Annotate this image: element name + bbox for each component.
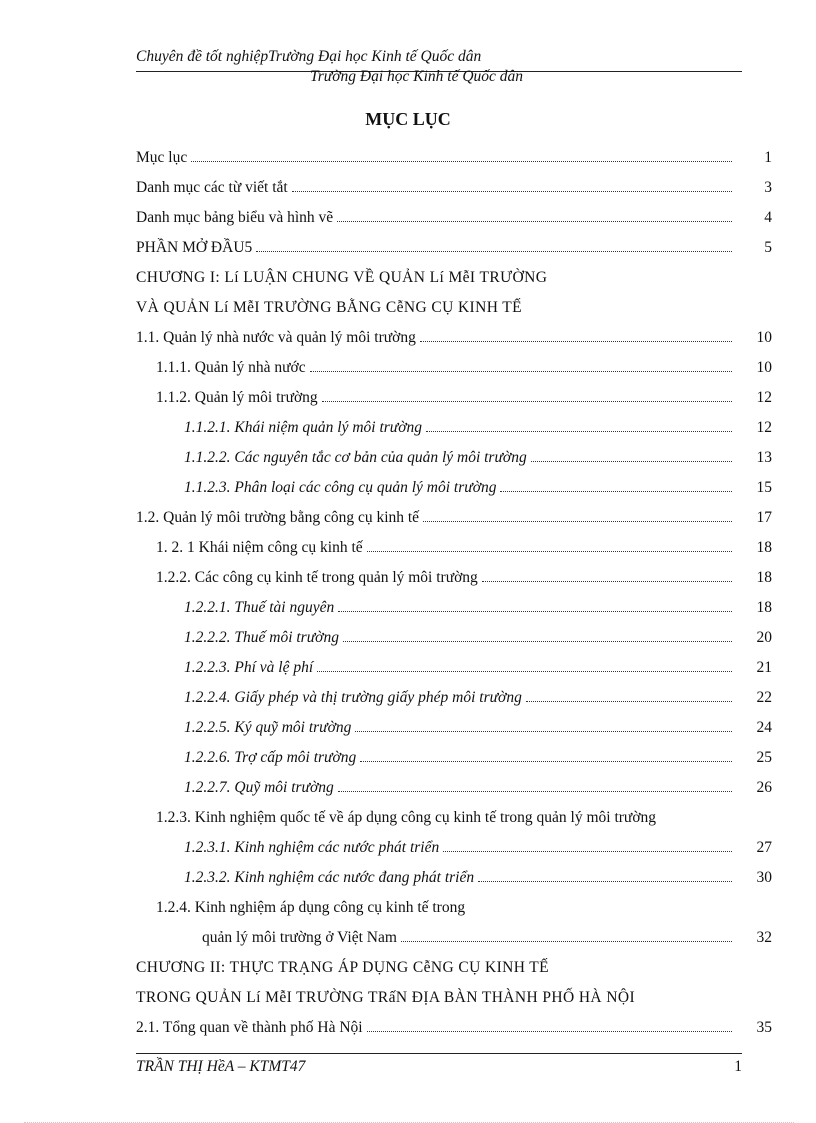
- toc-chapter-heading: [136, 287, 772, 317]
- toc-entry: [136, 557, 772, 587]
- toc-entry-page: 3: [764, 179, 772, 196]
- toc-entry: [136, 317, 772, 347]
- toc-entry-page: 32: [756, 929, 772, 946]
- page-number: 1: [734, 1058, 742, 1075]
- toc-entry-page: 22: [756, 689, 772, 706]
- toc-entry-text: Danh mục các từ viết tắt: [136, 179, 288, 196]
- footer-author: TRẦN THỊ HềA – KTMT47: [136, 1058, 306, 1075]
- toc-entry-text: Mục lục: [136, 149, 188, 166]
- toc-entry-text: 1.2.2.3. Phí và lệ phí: [184, 659, 314, 676]
- page-title: MỤC LỤC: [365, 109, 451, 129]
- toc-entry-page: 12: [756, 419, 772, 436]
- toc-entry-text: 1.1. Quản lý nhà nước và quản lý môi trường: [136, 329, 416, 346]
- dot-leader: [478, 881, 732, 882]
- toc-entry-page: 17: [756, 509, 772, 526]
- toc-entry-page: 27: [756, 839, 772, 856]
- toc-entry-page: 18: [756, 599, 772, 616]
- toc-entry: [136, 467, 772, 497]
- dot-leader: [191, 161, 732, 162]
- toc-chapter-heading: [136, 977, 772, 1007]
- toc-entry: [136, 707, 772, 737]
- toc-entry-page: 26: [756, 779, 772, 796]
- toc-entry-text: 1.1.1. Quản lý nhà nước: [156, 359, 306, 376]
- toc-entry-text: 1.2.2.4. Giấy phép và thị trường giấy phép môi trường: [184, 689, 522, 706]
- toc-entry-text: 1.2.2.7. Quỹ môi trường: [184, 779, 334, 796]
- toc-entry-text: 1.2.2.6. Trợ cấp môi trường: [184, 749, 357, 766]
- dot-leader: [423, 521, 732, 522]
- toc-entry: [136, 377, 772, 407]
- running-header-line-2: Trường Đại học Kinh tế Quốc dân: [310, 68, 524, 85]
- dot-leader: [367, 1031, 732, 1032]
- dot-leader: [360, 761, 732, 762]
- toc-entry-page: 18: [756, 539, 772, 556]
- toc-entry-page: 5: [764, 239, 772, 256]
- toc-entry-page: 18: [756, 569, 772, 586]
- dot-leader: [367, 551, 732, 552]
- toc-entry: [136, 437, 772, 467]
- toc-entry-text: 1.1.2. Quản lý môi trường: [156, 389, 318, 406]
- toc-entry-page: 10: [756, 359, 772, 376]
- toc-entry-page: 25: [756, 749, 772, 766]
- toc-entry-text: CHƯƠNG II: THỰC TRẠNG ÁP DỤNG CễNG CỤ KINH TẾ: [136, 959, 550, 976]
- toc-entry-text: 1.2.3.1. Kinh nghiệm các nước phát triển: [184, 839, 440, 856]
- dot-leader: [317, 671, 732, 672]
- toc-entry-text: 1. 2. 1 Khái niệm công cụ kinh tế: [156, 539, 363, 556]
- dot-leader: [531, 461, 732, 462]
- dot-leader: [401, 941, 732, 942]
- toc-entry-text: 1.1.2.2. Các nguyên tắc cơ bản của quản lý môi trường: [184, 449, 527, 466]
- dot-leader: [256, 251, 732, 252]
- running-header-line-1: Chuyên đề tốt nghiệpTrường Đại học Kinh tế Quốc dân: [136, 48, 482, 65]
- dot-leader: [426, 431, 732, 432]
- dot-leader: [355, 731, 732, 732]
- toc-entry-text: 2.1. Tổng quan về thành phố Hà Nội: [136, 1019, 363, 1036]
- dot-leader: [338, 791, 732, 792]
- toc-entry: [136, 647, 772, 677]
- toc-entry: [136, 677, 772, 707]
- toc-entry-page: 15: [756, 479, 772, 496]
- footer-rule: [136, 1053, 742, 1054]
- toc-entry-text: 1.2.2.1. Thuế tài nguyên: [184, 599, 335, 616]
- toc-entry-text: CHƯƠNG I: Lí LUẬN CHUNG VỀ QUẢN Lí MễI TRƯỜNG: [136, 269, 548, 286]
- dot-leader: [310, 371, 732, 372]
- toc-entry-text: 1.2.3.2. Kinh nghiệm các nước đang phát triển: [184, 869, 475, 886]
- toc-chapter-heading: [136, 257, 772, 287]
- dot-leader: [322, 401, 732, 402]
- dot-leader: [343, 641, 732, 642]
- toc-entry-text: 1.2.2.5. Ký quỹ môi trường: [184, 719, 352, 736]
- toc-entry-page: 1: [764, 149, 772, 166]
- toc-entry: [136, 227, 772, 257]
- dot-leader: [526, 701, 732, 702]
- toc-entry-text: TRONG QUẢN Lí MễI TRƯỜNG TRấN ĐỊA BÀN THÀNH PHỐ HÀ NỘI: [136, 989, 636, 1006]
- toc-entry: [136, 527, 772, 557]
- toc-entry: [136, 737, 772, 767]
- toc-entry-page: 35: [756, 1019, 772, 1036]
- dot-leader: [292, 191, 732, 192]
- toc-entry: [136, 347, 772, 377]
- toc-entry-text: 1.1.2.3. Phân loại các công cụ quản lý môi trường: [184, 479, 497, 496]
- page-footer: [136, 1058, 742, 1076]
- toc-entry: [136, 857, 772, 887]
- toc-entry-text: 1.2.3. Kinh nghiệm quốc tế về áp dụng công cụ kinh tế trong quản lý môi trường: [156, 809, 657, 826]
- toc-entry: [136, 617, 772, 647]
- toc-entry-page: 24: [756, 719, 772, 736]
- toc-entry: [136, 497, 772, 527]
- toc-entry: [136, 887, 772, 917]
- toc-chapter-heading: [136, 947, 772, 977]
- toc-entry-text: 1.2.4. Kinh nghiệm áp dụng công cụ kinh tế trong: [156, 899, 466, 916]
- toc-entry-text: 1.2.2.2. Thuế môi trường: [184, 629, 339, 646]
- toc-entry: [136, 197, 772, 227]
- toc-entry-page: 10: [756, 329, 772, 346]
- dot-leader: [482, 581, 732, 582]
- toc-entry: [136, 137, 772, 167]
- table-of-contents: [136, 137, 772, 1037]
- toc-entry-text: 1.1.2.1. Khái niệm quản lý môi trường: [184, 419, 423, 436]
- dot-leader: [420, 341, 732, 342]
- toc-entry: [136, 167, 772, 197]
- dot-leader: [443, 851, 732, 852]
- toc-entry-page: 21: [756, 659, 772, 676]
- toc-entry: [136, 917, 772, 947]
- toc-entry-page: 30: [756, 869, 772, 886]
- toc-entry-text: 1.2. Quản lý môi trường bằng công cụ kinh tế: [136, 509, 420, 526]
- toc-entry-page: 4: [764, 209, 772, 226]
- dot-leader: [338, 611, 732, 612]
- toc-entry-text: PHẦN MỞ ĐẦU5: [136, 239, 253, 256]
- dot-leader: [500, 491, 732, 492]
- toc-entry-text: 1.2.2. Các công cụ kinh tế trong quản lý môi trường: [156, 569, 478, 586]
- toc-entry: [136, 827, 772, 857]
- toc-entry: [136, 407, 772, 437]
- toc-entry-page: 13: [756, 449, 772, 466]
- toc-entry-text: VÀ QUẢN Lí MễI TRƯỜNG BẰNG CễNG CỤ KINH TẾ: [136, 299, 523, 316]
- toc-entry-text: quản lý môi trường ở Việt Nam: [202, 929, 397, 946]
- toc-entry-page: 12: [756, 389, 772, 406]
- dot-leader: [337, 221, 732, 222]
- toc-entry: [136, 767, 772, 797]
- toc-entry: [136, 587, 772, 617]
- toc-entry: [136, 797, 772, 827]
- toc-entry-text: Danh mục bảng biểu và hình vẽ: [136, 209, 334, 226]
- toc-entry-page: 20: [756, 629, 772, 646]
- toc-entry: [136, 1007, 772, 1037]
